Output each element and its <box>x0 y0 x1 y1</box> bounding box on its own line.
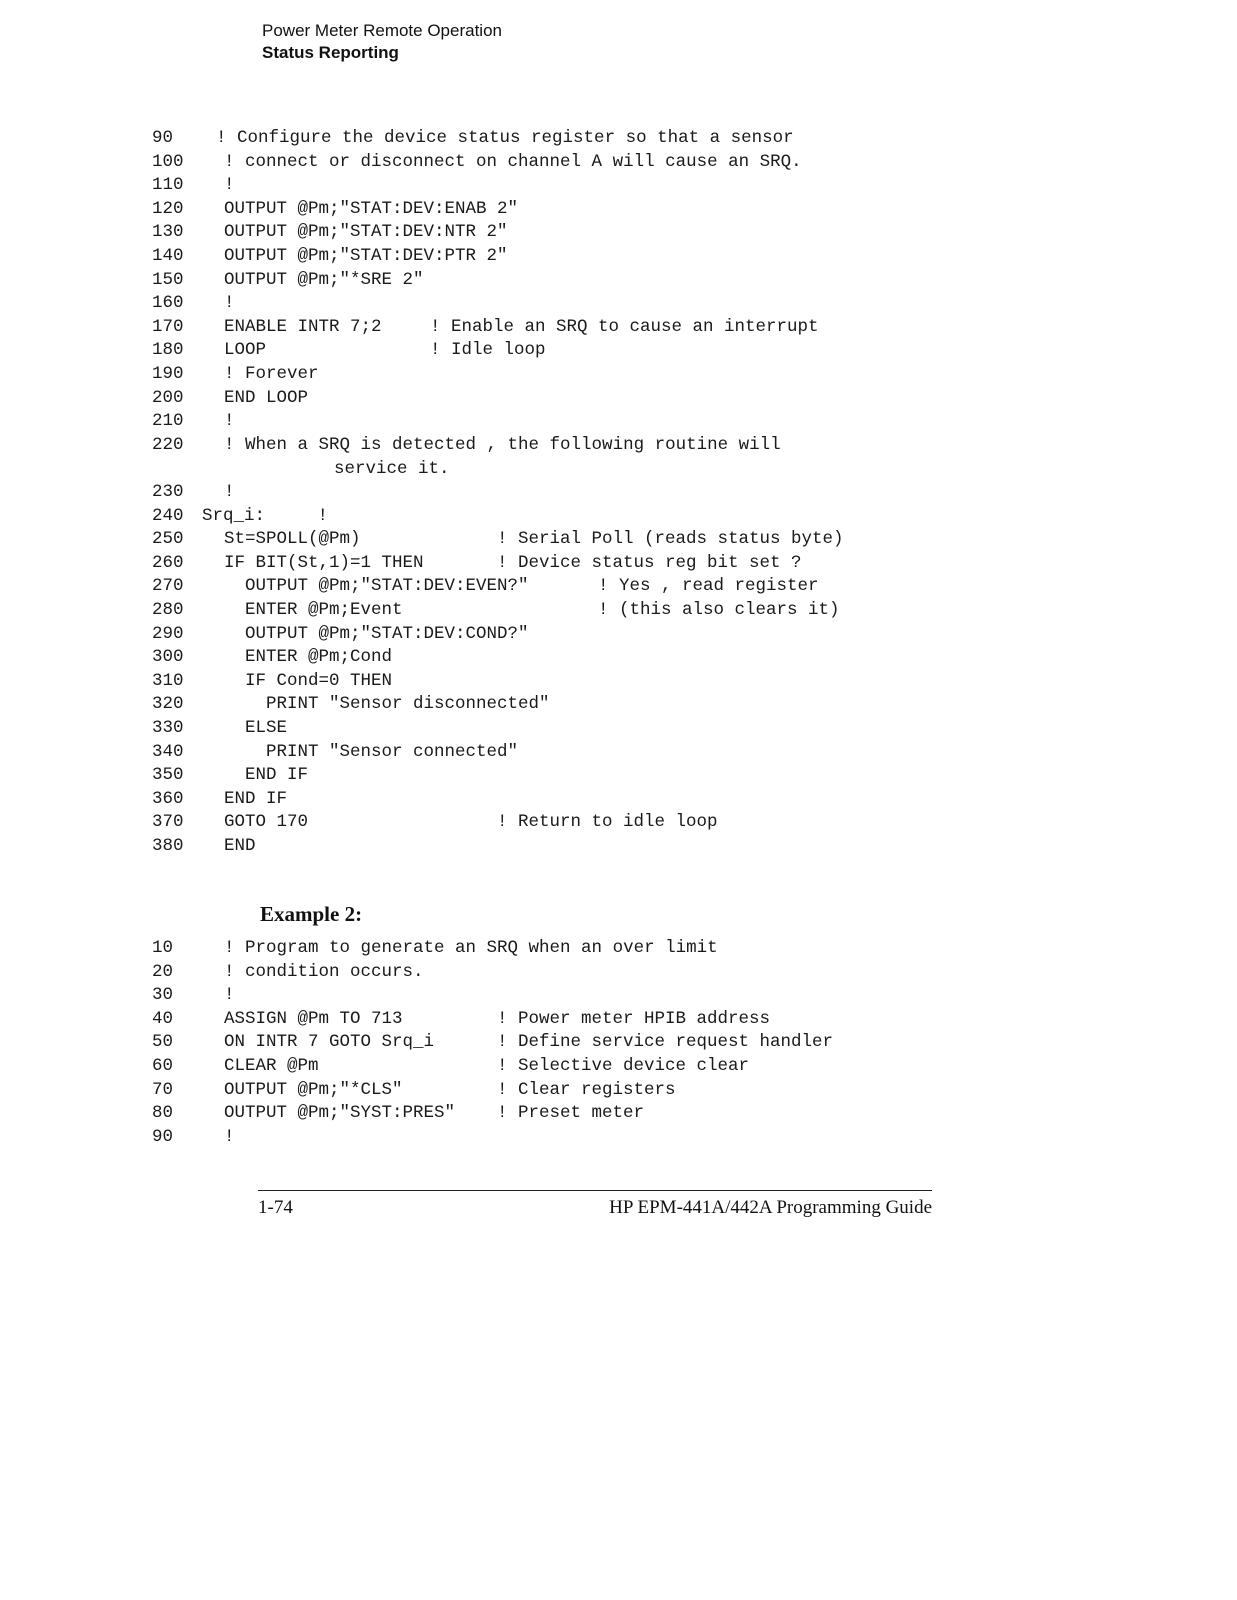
code-text: ! Forever <box>224 364 319 384</box>
code-text: ! When a SRQ is detected , the following routine will <box>224 434 781 455</box>
code-comment: ! Preset meter <box>497 1103 645 1124</box>
line-number: 330 <box>152 718 184 738</box>
line-number: 350 <box>152 765 184 786</box>
code-text: OUTPUT @Pm;"STAT:DEV:EVEN?" <box>224 576 529 597</box>
line-number: 180 <box>152 340 184 361</box>
code-text: IF Cond=0 THEN <box>224 670 393 691</box>
line-number: 130 <box>152 222 184 243</box>
code-continuation: service it. <box>334 458 450 479</box>
code-text: OUTPUT @Pm;"STAT:DEV:COND?" <box>224 623 529 644</box>
code-comment: ! Serial Poll (reads status byte) <box>497 529 844 550</box>
line-number: 260 <box>152 552 184 573</box>
code-text: END <box>224 836 256 856</box>
code-text: ELSE <box>224 718 288 738</box>
line-number: 70 <box>152 1079 174 1100</box>
line-number: 270 <box>152 576 184 597</box>
chapter-title: Power Meter Remote Operation <box>262 21 502 40</box>
code-text: IF BIT(St,1)=1 THEN <box>224 552 424 573</box>
line-number: 50 <box>152 1032 174 1053</box>
code-comment: ! Yes , read register <box>598 576 819 597</box>
code-text: ! Configure the device status register so that a sensor <box>216 128 794 148</box>
code-comment: ! Clear registers <box>497 1079 676 1100</box>
code-comment: ! (this also clears it) <box>598 600 840 620</box>
line-number: 380 <box>152 836 184 856</box>
code-text: OUTPUT @Pm;"*CLS" <box>224 1079 403 1100</box>
line-number: 200 <box>152 387 184 408</box>
line-number: 160 <box>152 293 184 314</box>
code-text: ! <box>224 411 235 432</box>
line-number: 40 <box>152 1008 174 1029</box>
line-number: 10 <box>152 938 174 958</box>
line-number: 120 <box>152 198 184 219</box>
line-number: 280 <box>152 600 184 620</box>
code-text: GOTO 170 <box>224 812 309 833</box>
code-comment: ! Power meter HPIB address <box>497 1008 771 1029</box>
line-number: 300 <box>152 647 184 668</box>
code-text: OUTPUT @Pm;"*SRE 2" <box>224 269 424 290</box>
code-text: ASSIGN @Pm TO 713 <box>224 1008 403 1029</box>
line-number: 340 <box>152 741 184 762</box>
code-text: CLEAR @Pm <box>224 1056 319 1076</box>
code-text: Srq_i: ! <box>202 505 329 526</box>
code-text: ON INTR 7 GOTO Srq_i <box>224 1032 435 1053</box>
page-number: 1-74 <box>258 1197 293 1218</box>
line-number: 210 <box>152 411 184 432</box>
line-number: 90 <box>152 128 174 148</box>
code-text: END IF <box>224 765 309 786</box>
code-comment: ! Device status reg bit set ? <box>497 552 802 573</box>
code-text: OUTPUT @Pm;"STAT:DEV:PTR 2" <box>224 246 508 266</box>
guide-title: HP EPM-441A/442A Programming Guide <box>609 1197 932 1218</box>
code-text: ENTER @Pm;Cond <box>224 647 393 668</box>
line-number: 100 <box>152 151 184 172</box>
code-text: ! <box>224 293 235 314</box>
code-text: ! <box>224 482 235 502</box>
section-title: Status Reporting <box>262 43 399 62</box>
line-number: 250 <box>152 529 184 550</box>
code-text: ! <box>224 985 235 1006</box>
code-text: ! <box>224 1126 235 1147</box>
line-number: 190 <box>152 364 184 384</box>
line-number: 150 <box>152 269 184 290</box>
code-text: OUTPUT @Pm;"STAT:DEV:NTR 2" <box>224 222 508 243</box>
code-comment: ! Enable an SRQ to cause an interrupt <box>430 316 819 337</box>
example-heading: Example 2: <box>260 902 363 926</box>
code-text: PRINT "Sensor connected" <box>224 741 519 762</box>
line-number: 30 <box>152 985 174 1006</box>
code-text: OUTPUT @Pm;"SYST:PRES" <box>224 1103 456 1124</box>
code-text: END IF <box>224 788 288 809</box>
line-number: 170 <box>152 316 184 337</box>
code-comment: ! Idle loop <box>430 340 546 361</box>
code-text: LOOP <box>224 340 267 361</box>
line-number: 290 <box>152 623 184 644</box>
line-number: 240 <box>152 505 184 526</box>
code-text: ! <box>224 175 235 196</box>
code-comment: ! Return to idle loop <box>497 812 718 833</box>
code-text: END LOOP <box>224 387 309 408</box>
code-text: OUTPUT @Pm;"STAT:DEV:ENAB 2" <box>224 198 519 219</box>
code-text: St=SPOLL(@Pm) <box>224 529 361 550</box>
line-number: 140 <box>152 246 184 266</box>
line-number: 230 <box>152 482 184 502</box>
line-number: 310 <box>152 670 184 691</box>
footer-divider <box>258 1190 932 1191</box>
code-text: ! Program to generate an SRQ when an over limit <box>224 938 718 958</box>
code-text: PRINT "Sensor disconnected" <box>224 694 550 715</box>
code-text: ENABLE INTR 7;2 <box>224 316 382 337</box>
code-text: ENTER @Pm;Event <box>224 600 403 620</box>
code-text: ! condition occurs. <box>224 961 424 982</box>
line-number: 320 <box>152 694 184 715</box>
line-number: 220 <box>152 434 184 455</box>
line-number: 90 <box>152 1126 174 1147</box>
page-header <box>262 20 502 64</box>
code-text: ! connect or disconnect on channel A will cause an SRQ. <box>224 151 802 172</box>
line-number: 370 <box>152 812 184 833</box>
line-number: 360 <box>152 788 184 809</box>
code-comment: ! Selective device clear <box>497 1056 750 1076</box>
line-number: 110 <box>152 175 184 196</box>
line-number: 60 <box>152 1056 174 1076</box>
line-number: 80 <box>152 1103 174 1124</box>
line-number: 20 <box>152 961 174 982</box>
code-comment: ! Define service request handler <box>497 1032 834 1053</box>
